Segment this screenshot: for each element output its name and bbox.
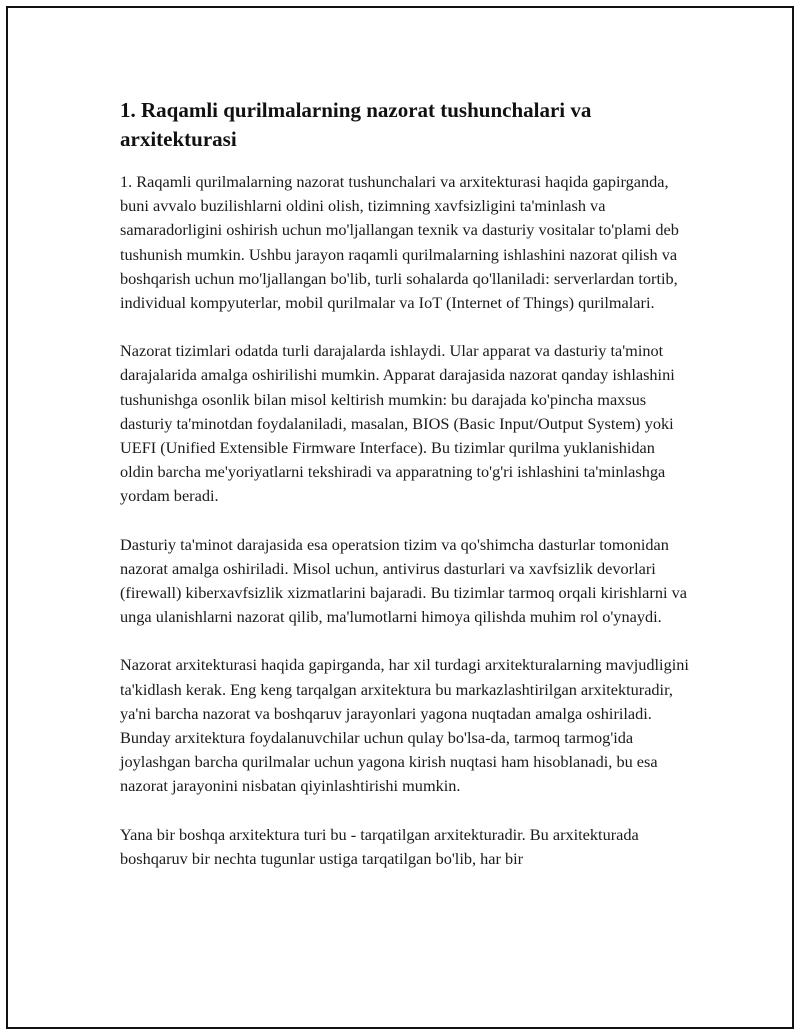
- document-page: [6, 6, 794, 1029]
- document-body: [120, 96, 692, 895]
- paragraph-5: Yana bir boshqa arxitektura turi bu - tarqatilgan arxitekturadir. Bu arxitekturada boshqaruv bir nechta tugunlar ustiga tarqatilgan bo'lib, har bir: [120, 824, 639, 868]
- paragraph-1: 1. Raqamli qurilmalarning nazorat tushunchalari va arxitekturasi haqida gapirganda, buni avvalo buzilishlarni oldini olish, tizimning xavfsizligini ta'minlash va samaradorligini oshirish uchun mo'ljallangan texnik va dasturiy vositalar to'plami deb tushunish mumkin. Ushbu jarayon raqamli qurilmalarning ishlashini nazorat qilish va boshqarish uchun mo'ljallangan bo'lib, turli sohalarda qo'llaniladi: serverlardan tortib, individual kompyuterlar, mobil qurilmalar va IoT (Internet of Things) qurilmalari.: [120, 172, 679, 313]
- section-title: 1. Raqamli qurilmalarning nazorat tushunchalari va arxitekturasi: [120, 98, 592, 151]
- paragraph-3: Dasturiy ta'minot darajasida esa operatsion tizim va qo'shimcha dasturlar tomonidan nazorat amalga oshiriladi. Misol uchun, antivirus dasturlari va xavfsizlik devorlari (firewall) kiberxavfsizlik xizmatlarini bajaradi. Bu tizimlar tarmoq orqali kirishlarni va unga ulanishlarni nazorat qilib, ma'lumotlarni himoya qilishda muhim rol o'ynaydi.: [120, 534, 687, 627]
- paragraph-2: Nazorat tizimlari odatda turli darajalarda ishlaydi. Ular apparat va dasturiy ta'minot darajalarida amalga oshirilishi mumkin. Apparat darajasida nazorat qanday ishlashini tushunishga osonlik bilan misol keltirish mumkin: bu darajada ko'pincha maxsus dasturiy ta'minotdan foydalaniladi, masalan, BIOS (Basic Input/Output System) yoki UEFI (Unified Extensible Firmware Interface). Bu tizimlar qurilma yuklanishidan oldin barcha me'yoriyatlarni tekshiradi va apparatning to'g'ri ishlashini ta'minlashga yordam beradi.: [120, 341, 675, 506]
- paragraph-4: Nazorat arxitekturasi haqida gapirganda, har xil turdagi arxitekturalarning mavjudligini ta'kidlash kerak. Eng keng tarqalgan arxitektura bu markazlashtirilgan arxitekturadir, ya'ni barcha nazorat va boshqaruv jarayonlari yagona nuqtadan amalga oshiriladi. Bunday arxitektura foydalanuvchilar uchun qulay bo'lsa-da, tarmoq tarmog'ida joylashgan barcha qurilmalar uchun yagona kirish nuqtasi ham hisoblanadi, bu esa nazorat jarayonini nisbatan qiyinlashtirishi mumkin.: [120, 655, 689, 796]
